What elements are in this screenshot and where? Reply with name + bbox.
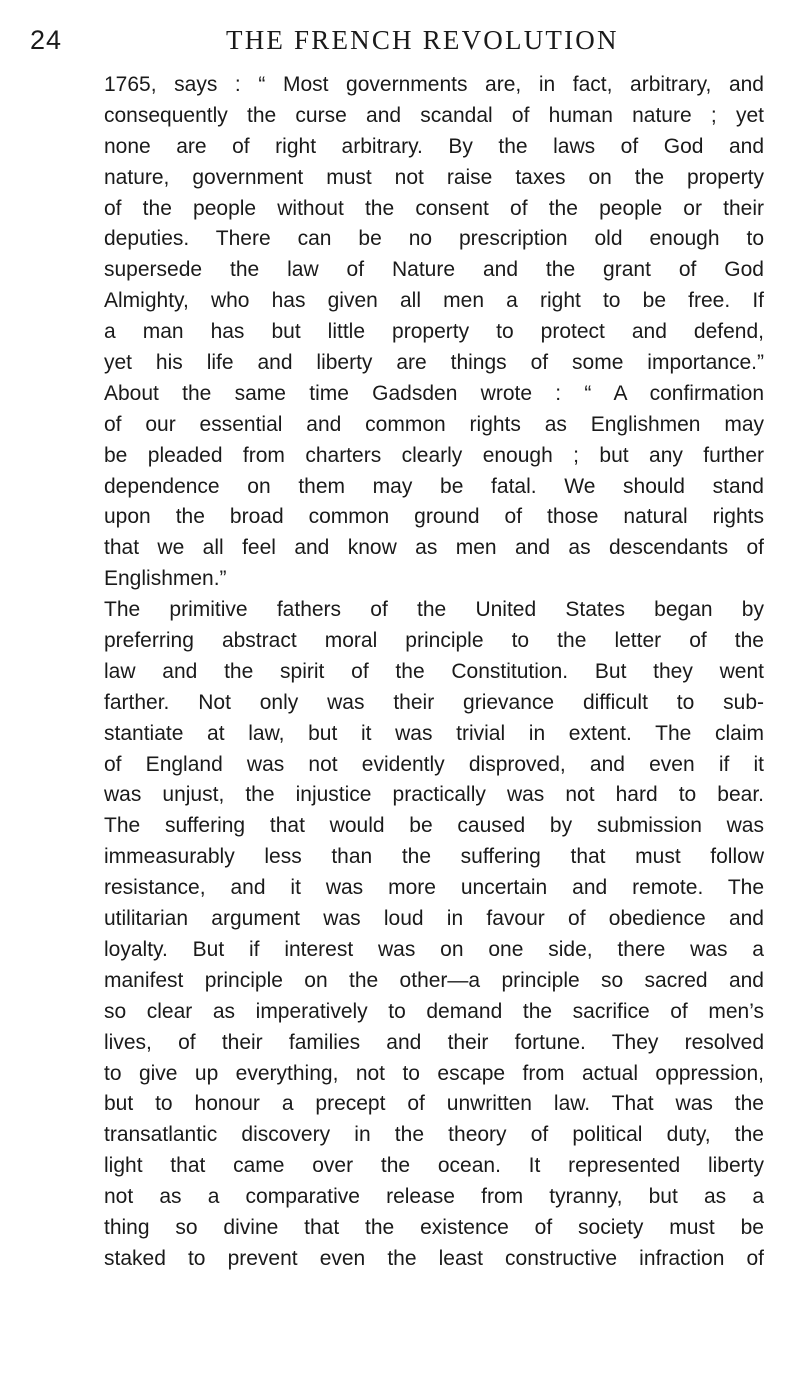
- text-line: of England was not evidently disproved, and even if it: [104, 752, 764, 776]
- running-title: THE FRENCH REVOLUTION: [226, 25, 619, 55]
- text-line: nature, government must not raise taxes on the property: [104, 165, 764, 189]
- page-number: 24: [30, 25, 63, 55]
- text-line: none are of right arbitrary. By the laws of God and: [104, 134, 764, 158]
- text-line: lives, of their families and their fortune. They resolved: [104, 1030, 764, 1054]
- text-line: Englishmen.”: [104, 567, 227, 591]
- text-line: 1765, says : “ Most governments are, in fact, arbitrary, and: [104, 73, 764, 96]
- text-line: consequently the curse and scandal of human nature ; yet: [104, 103, 764, 127]
- text-line: supersede the law of Nature and the grant of God: [104, 258, 764, 282]
- text-line: The primitive fathers of the United States began by: [104, 598, 764, 622]
- running-head: [30, 22, 770, 62]
- text-line: of the people without the consent of the people or their: [104, 196, 764, 220]
- text-line: law and the spirit of the Constitution. But they went: [104, 659, 764, 683]
- text-line: transatlantic discovery in the theory of political duty, the: [104, 1123, 764, 1147]
- text-line: resistance, and it was more uncertain and remote. The: [104, 876, 764, 900]
- text-line: staked to prevent even the least constructive infraction of: [104, 1246, 764, 1270]
- text-line: About the same time Gadsden wrote : “ A confirmation: [104, 381, 764, 405]
- text-line: that we all feel and know as men and as descendants of: [104, 536, 764, 560]
- body-text: [104, 70, 764, 1275]
- text-line: dependence on them may be fatal. We should stand: [104, 474, 764, 498]
- text-line: so clear as imperatively to demand the sacrifice of men’s: [104, 999, 764, 1023]
- text-line: not as a comparative release from tyranny, but as a: [104, 1185, 764, 1209]
- text-line: preferring abstract moral principle to the letter of the: [104, 629, 764, 653]
- text-line: manifest principle on the other—a principle so sacred and: [104, 968, 764, 992]
- text-line: The suffering that would be caused by submission was: [104, 814, 764, 838]
- text-line: upon the broad common ground of those natural rights: [104, 505, 764, 529]
- text-line: Almighty, who has given all men a right to be free. If: [104, 289, 764, 313]
- text-line: was unjust, the injustice practically was not hard to bear.: [104, 783, 764, 807]
- text-line: utilitarian argument was loud in favour of obedience and: [104, 907, 764, 931]
- text-line: thing so divine that the existence of society must be: [104, 1215, 764, 1239]
- text-line: of our essential and common rights as Englishmen may: [104, 412, 764, 436]
- text-line: stantiate at law, but it was trivial in extent. The claim: [104, 721, 764, 745]
- text-line: loyalty. But if interest was on one side, there was a: [104, 937, 764, 961]
- text-line: but to honour a precept of unwritten law. That was the: [104, 1092, 764, 1116]
- text-line: be pleaded from charters clearly enough ; but any further: [104, 443, 764, 467]
- text-line: immeasurably less than the suffering that must follow: [104, 845, 764, 869]
- text-line: a man has but little property to protect and defend,: [104, 320, 764, 344]
- text-line: light that came over the ocean. It represented liberty: [104, 1154, 764, 1178]
- text-line: yet his life and liberty are things of some importance.”: [104, 351, 764, 375]
- text-line: to give up everything, not to escape from actual oppression,: [104, 1061, 764, 1085]
- text-line: deputies. There can be no prescription old enough to: [104, 227, 764, 251]
- text-line: farther. Not only was their grievance difficult to sub-: [104, 690, 764, 714]
